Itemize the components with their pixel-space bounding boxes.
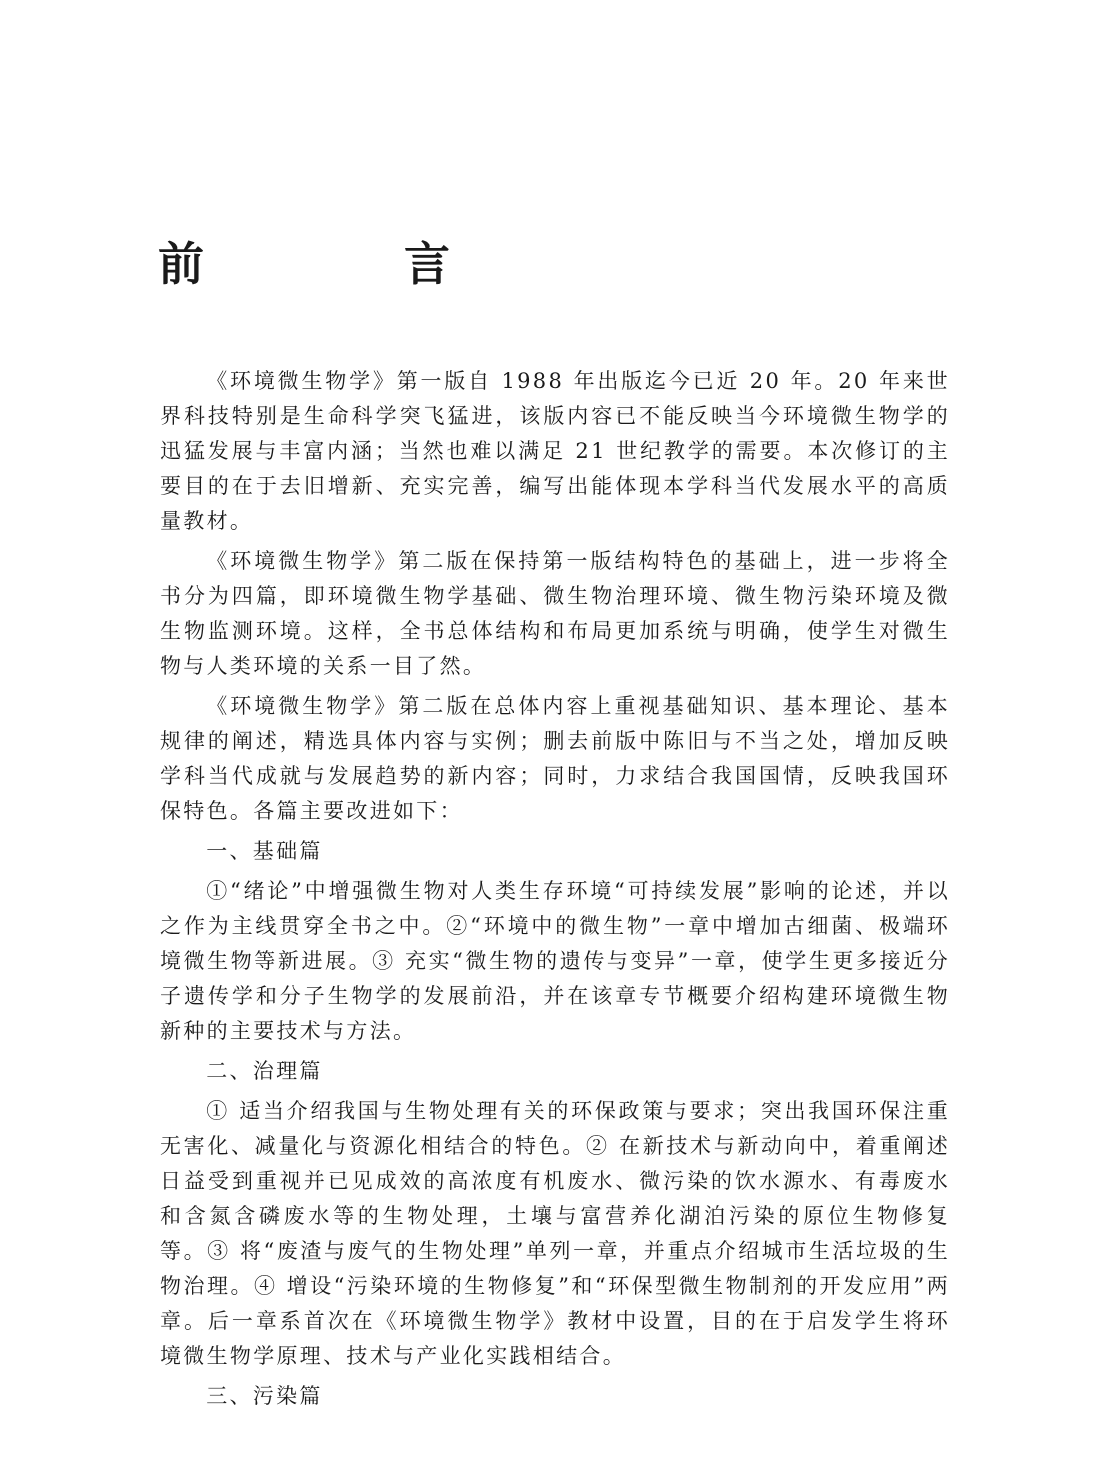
section-heading-basics: 一、基础篇 — [206, 839, 323, 863]
paragraph-basics: ①“绪论”中增强微生物对人类生存环境“可持续发展”影响的论述，并以之作为主线贯穿全书之中。②“环境中的微生物”一章中增加古细菌、极端环境微生物等新进展。③ 充实“微生物的遗传与变异”一章，使学生更多接近分子遗传学和分子生物学的发展前沿，并在该章专节概要介绍构建环境微生物新种的主要技术与方法。 — [160, 879, 950, 1043]
page-title: 前 言 — [158, 237, 543, 291]
preface-body — [160, 364, 950, 1419]
section-heading-pollution: 三、污染篇 — [206, 1384, 323, 1408]
paragraph-second-edition-structure: 《环境微生物学》第二版在保持第一版结构特色的基础上，进一步将全书分为四篇，即环境微生物学基础、微生物治理环境、微生物污染环境及微生物监测环境。这样，全书总体结构和布局更加系统与明确，使学生对微生物与人类环境的关系一目了然。 — [160, 549, 950, 678]
paragraph-second-edition-content: 《环境微生物学》第二版在总体内容上重视基础知识、基本理论、基本规律的阐述，精选具体内容与实例；删去前版中陈旧与不当之处，增加反映学科当代成就与发展趋势的新内容；同时，力求结合我国国情，反映我国环保特色。各篇主要改进如下： — [160, 694, 950, 823]
paragraph-first-edition: 《环境微生物学》第一版自 1988 年出版迄今已近 20 年。20 年来世界科技特别是生命科学突飞猛进，该版内容已不能反映当今环境微生物学的迅猛发展与丰富内涵；当然也难以满足 21 世纪教学的需要。本次修订的主要目的在于去旧增新、充实完善，编写出能体现本学科当代发展水平的高质量教材。 — [160, 369, 950, 533]
section-heading-treatment: 二、治理篇 — [206, 1059, 323, 1083]
paragraph-treatment: ① 适当介绍我国与生物处理有关的环保政策与要求；突出我国环保注重无害化、减量化与资源化相结合的特色。② 在新技术与新动向中，着重阐述日益受到重视并已见成效的高浓度有机废水、微污染的饮水源水、有毒废水和含氮含磷废水等的生物处理，土壤与富营养化湖泊污染的原位生物修复等。③ 将“废渣与废气的生物处理”单列一章，并重点介绍城市生活垃圾的生物治理。④ 增设“污染环境的生物修复”和“环保型微生物制剂的开发应用”两章。后一章系首次在《环境微生物学》教材中设置，目的在于启发学生将环境微生物学原理、技术与产业化实践相结合。 — [160, 1099, 950, 1368]
